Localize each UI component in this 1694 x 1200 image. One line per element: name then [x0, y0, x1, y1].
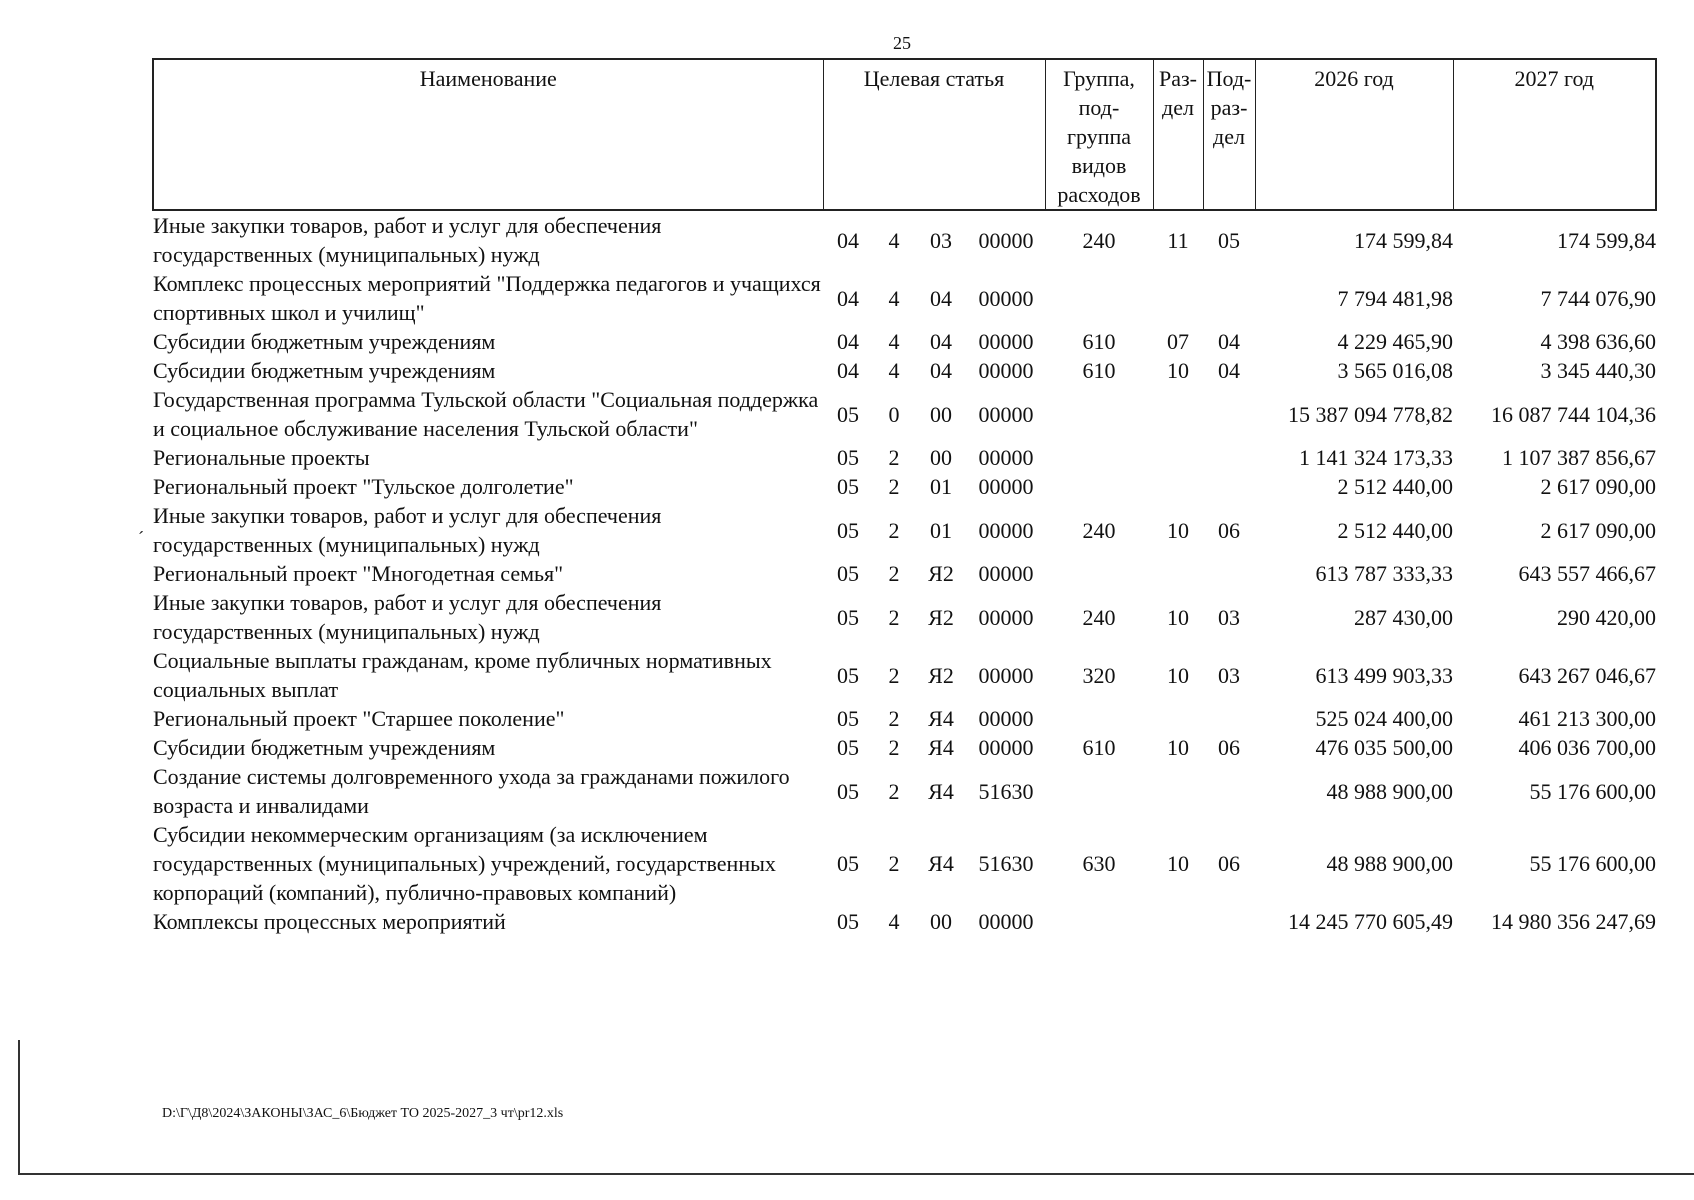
header-target: Целевая статья — [823, 59, 1045, 210]
expense-group — [1045, 704, 1153, 733]
target-code-1: 05 — [837, 401, 859, 427]
amount-2026: 15 387 094 778,82 — [1288, 401, 1453, 427]
section: 10 — [1167, 851, 1189, 876]
target-code-3: 01 — [930, 517, 952, 543]
table-row — [153, 356, 1656, 385]
amount-2026: 525 024 400,00 — [1315, 706, 1453, 731]
target-code-1: 05 — [837, 474, 859, 499]
row-name: Государственная программа Тульской области "Социальная поддержка и социальное обслуживание населения Тульской области" — [153, 387, 819, 441]
expense-group: 240 — [1082, 604, 1116, 630]
amount-2027: 55 176 600,00 — [1529, 851, 1656, 876]
section — [1153, 443, 1203, 472]
amount-2026: 2 512 440,00 — [1337, 517, 1453, 543]
section: 10 — [1167, 662, 1189, 688]
amount-2027: 643 557 466,67 — [1518, 561, 1656, 586]
target-code-2: 2 — [888, 735, 900, 760]
row-name: Субсидии бюджетным учреждениям — [153, 329, 496, 354]
subsection — [1203, 559, 1255, 588]
target-code-3: 04 — [930, 329, 952, 354]
target-code-2: 4 — [888, 227, 900, 253]
amount-2027: 4 398 636,60 — [1540, 329, 1656, 354]
expense-group: 610 — [1082, 358, 1116, 383]
subsection — [1203, 269, 1255, 327]
target-code-4: 00000 — [978, 358, 1034, 383]
target-code-4: 51630 — [978, 778, 1034, 804]
target-code-2: 4 — [888, 358, 900, 383]
amount-2026: 2 512 440,00 — [1337, 474, 1453, 499]
target-code-3: 01 — [930, 474, 952, 499]
header-2026: 2026 год — [1255, 59, 1453, 210]
amount-2026: 613 499 903,33 — [1315, 662, 1453, 688]
section: 10 — [1167, 735, 1189, 760]
target-code-4: 00000 — [978, 474, 1034, 499]
expense-group — [1045, 559, 1153, 588]
amount-2027: 406 036 700,00 — [1518, 735, 1656, 760]
stray-mark: ˊ — [138, 528, 144, 548]
subsection: 04 — [1218, 358, 1240, 383]
table-body — [153, 210, 1656, 936]
subsection: 06 — [1218, 517, 1240, 543]
expense-group — [1045, 443, 1153, 472]
bottom-border-line — [18, 1173, 1694, 1175]
row-name: Социальные выплаты гражданам, кроме публичных нормативных социальных выплат — [153, 648, 772, 702]
expense-group: 630 — [1082, 851, 1116, 876]
row-name: Иные закупки товаров, работ и услуг для обеспечения государственных (муниципальных) нужд — [153, 503, 662, 557]
expense-group — [1045, 385, 1153, 443]
target-code-3: Я4 — [928, 778, 954, 804]
target-code-4: 00000 — [978, 227, 1034, 253]
row-name: Комплекс процессных мероприятий "Поддержка педагогов и учащихся спортивных школ и училищ" — [153, 271, 821, 325]
table-row — [153, 820, 1656, 907]
table-row — [153, 588, 1656, 646]
expense-group — [1045, 907, 1153, 936]
header-2027: 2027 год — [1453, 59, 1656, 210]
subsection: 03 — [1218, 662, 1240, 688]
target-code-3: 00 — [930, 401, 952, 427]
table-row — [153, 907, 1656, 936]
section — [1153, 385, 1203, 443]
table-row — [153, 269, 1656, 327]
target-code-1: 05 — [837, 561, 859, 586]
target-code-2: 2 — [888, 474, 900, 499]
section — [1153, 704, 1203, 733]
target-code-2: 2 — [888, 517, 900, 543]
table-header — [153, 59, 1656, 210]
header-section: Раз- дел — [1153, 59, 1203, 210]
row-name: Региональный проект "Многодетная семья" — [153, 561, 564, 586]
target-code-3: Я4 — [928, 706, 954, 731]
header-subsection: Под- раз- дел — [1203, 59, 1255, 210]
target-code-1: 05 — [837, 706, 859, 731]
expense-group: 320 — [1082, 662, 1116, 688]
row-name: Субсидии бюджетным учреждениям — [153, 358, 496, 383]
subsection: 06 — [1218, 851, 1240, 876]
target-code-4: 00000 — [978, 517, 1034, 543]
section — [1153, 559, 1203, 588]
target-code-4: 00000 — [978, 909, 1034, 934]
section: 07 — [1167, 329, 1189, 354]
amount-2027: 55 176 600,00 — [1529, 778, 1656, 804]
target-code-4: 00000 — [978, 285, 1034, 311]
amount-2026: 174 599,84 — [1354, 227, 1453, 253]
amount-2026: 3 565 016,08 — [1337, 358, 1453, 383]
target-code-3: 00 — [930, 909, 952, 934]
amount-2026: 1 141 324 173,33 — [1299, 445, 1453, 470]
table-row — [153, 704, 1656, 733]
amount-2027: 7 744 076,90 — [1540, 285, 1656, 311]
subsection: 05 — [1218, 227, 1240, 253]
target-code-2: 4 — [888, 285, 900, 311]
target-code-2: 2 — [888, 851, 900, 876]
table-row — [153, 327, 1656, 356]
target-code-1: 05 — [837, 445, 859, 470]
target-code-3: 04 — [930, 285, 952, 311]
target-code-1: 05 — [837, 851, 859, 876]
row-name: Создание системы долговременного ухода за гражданами пожилого возраста и инвалидами — [153, 764, 790, 818]
target-code-1: 05 — [837, 909, 859, 934]
row-name: Комплексы процессных мероприятий — [153, 909, 506, 934]
section — [1153, 907, 1203, 936]
amount-2026: 48 988 900,00 — [1326, 778, 1453, 804]
section — [1153, 472, 1203, 501]
amount-2026: 476 035 500,00 — [1315, 735, 1453, 760]
section — [1153, 269, 1203, 327]
expense-group — [1045, 472, 1153, 501]
target-code-4: 00000 — [978, 401, 1034, 427]
subsection — [1203, 762, 1255, 820]
amount-2027: 643 267 046,67 — [1518, 662, 1656, 688]
amount-2027: 2 617 090,00 — [1540, 517, 1656, 543]
target-code-4: 00000 — [978, 662, 1034, 688]
subsection — [1203, 472, 1255, 501]
amount-2026: 7 794 481,98 — [1337, 285, 1453, 311]
target-code-2: 4 — [888, 909, 900, 934]
budget-table — [152, 58, 1657, 936]
amount-2026: 14 245 770 605,49 — [1288, 909, 1453, 934]
target-code-3: Я2 — [928, 604, 954, 630]
target-code-1: 05 — [837, 517, 859, 543]
subsection — [1203, 907, 1255, 936]
expense-group: 240 — [1082, 227, 1116, 253]
target-code-4: 51630 — [978, 851, 1034, 876]
table-row — [153, 210, 1656, 269]
amount-2027: 290 420,00 — [1557, 604, 1656, 630]
target-code-4: 00000 — [978, 561, 1034, 586]
row-name: Иные закупки товаров, работ и услуг для обеспечения государственных (муниципальных) нужд — [153, 590, 662, 644]
target-code-2: 2 — [888, 445, 900, 470]
target-code-2: 4 — [888, 329, 900, 354]
table-row — [153, 472, 1656, 501]
subsection: 06 — [1218, 735, 1240, 760]
section — [1153, 762, 1203, 820]
subsection: 04 — [1218, 329, 1240, 354]
table-row — [153, 762, 1656, 820]
table-row — [153, 646, 1656, 704]
footer-file-path: D:\Г\Д8\2024\ЗАКОНЫ\ЗАС_6\Бюджет ТО 2025-2027_3 чт\pr12.xls — [162, 1106, 564, 1121]
header-name: Наименование — [153, 59, 823, 210]
expense-group: 610 — [1082, 329, 1116, 354]
target-code-2: 2 — [888, 706, 900, 731]
amount-2027: 2 617 090,00 — [1540, 474, 1656, 499]
target-code-1: 05 — [837, 778, 859, 804]
section: 11 — [1167, 227, 1189, 253]
page-number: 25 — [893, 33, 911, 53]
amount-2026: 48 988 900,00 — [1326, 851, 1453, 876]
row-name: Иные закупки товаров, работ и услуг для обеспечения государственных (муниципальных) нужд — [153, 213, 662, 267]
amount-2026: 287 430,00 — [1354, 604, 1453, 630]
target-code-1: 05 — [837, 662, 859, 688]
target-code-3: Я2 — [928, 662, 954, 688]
header-group: Группа, под- группа видов расходов — [1045, 59, 1153, 210]
target-code-1: 04 — [837, 329, 859, 354]
row-name: Субсидии некоммерческим организациям (за исключением государственных (муниципальных) учреждений, государственных корпораций (компаний), публично-правовых компаний) — [153, 822, 776, 905]
target-code-3: 04 — [930, 358, 952, 383]
table-row — [153, 443, 1656, 472]
target-code-3: 03 — [930, 227, 952, 253]
target-code-4: 00000 — [978, 706, 1034, 731]
left-border-line — [18, 1040, 20, 1175]
target-code-4: 00000 — [978, 604, 1034, 630]
target-code-1: 04 — [837, 358, 859, 383]
amount-2026: 613 787 333,33 — [1315, 561, 1453, 586]
expense-group — [1045, 762, 1153, 820]
target-code-1: 05 — [837, 735, 859, 760]
amount-2026: 4 229 465,90 — [1337, 329, 1453, 354]
amount-2027: 461 213 300,00 — [1518, 706, 1656, 731]
target-code-2: 0 — [888, 401, 900, 427]
amount-2027: 14 980 356 247,69 — [1491, 909, 1656, 934]
expense-group — [1045, 269, 1153, 327]
subsection — [1203, 385, 1255, 443]
target-code-1: 05 — [837, 604, 859, 630]
row-name: Субсидии бюджетным учреждениям — [153, 735, 496, 760]
subsection — [1203, 704, 1255, 733]
target-code-3: Я2 — [928, 561, 954, 586]
target-code-2: 2 — [888, 662, 900, 688]
target-code-1: 04 — [837, 227, 859, 253]
subsection: 03 — [1218, 604, 1240, 630]
target-code-4: 00000 — [978, 329, 1034, 354]
table-row — [153, 501, 1656, 559]
section: 10 — [1167, 358, 1189, 383]
expense-group: 610 — [1082, 735, 1116, 760]
table-row — [153, 733, 1656, 762]
target-code-2: 2 — [888, 604, 900, 630]
amount-2027: 3 345 440,30 — [1540, 358, 1656, 383]
amount-2027: 16 087 744 104,36 — [1491, 401, 1656, 427]
subsection — [1203, 443, 1255, 472]
amount-2027: 174 599,84 — [1557, 227, 1656, 253]
section: 10 — [1167, 604, 1189, 630]
amount-2027: 1 107 387 856,67 — [1502, 445, 1656, 470]
table-row — [153, 385, 1656, 443]
row-name: Региональный проект "Тульское долголетие" — [153, 474, 574, 499]
target-code-4: 00000 — [978, 735, 1034, 760]
target-code-1: 04 — [837, 285, 859, 311]
expense-group: 240 — [1082, 517, 1116, 543]
row-name: Региональные проекты — [153, 445, 370, 470]
target-code-3: Я4 — [928, 735, 954, 760]
row-name: Региональный проект "Старшее поколение" — [153, 706, 565, 731]
target-code-2: 2 — [888, 561, 900, 586]
section: 10 — [1167, 517, 1189, 543]
target-code-2: 2 — [888, 778, 900, 804]
target-code-3: 00 — [930, 445, 952, 470]
target-code-4: 00000 — [978, 445, 1034, 470]
target-code-3: Я4 — [928, 851, 954, 876]
table-row — [153, 559, 1656, 588]
